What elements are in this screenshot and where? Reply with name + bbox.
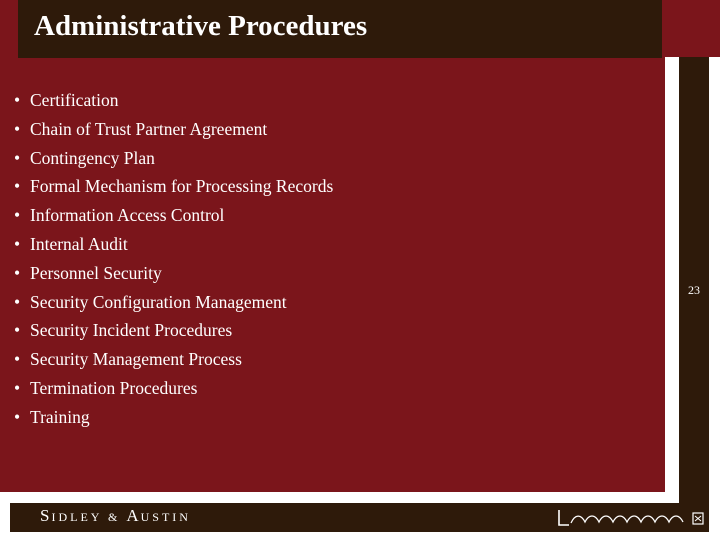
- page-number: 23: [688, 283, 700, 297]
- bullet-icon: •: [14, 233, 21, 254]
- bullet-list: [14, 86, 333, 432]
- footer-brand: [40, 506, 191, 526]
- list-item-label: Personnel Security: [30, 262, 162, 283]
- bullet-icon: •: [14, 291, 21, 312]
- list-item: [14, 374, 333, 403]
- bullet-icon: •: [14, 90, 21, 110]
- list-item-label: Training: [30, 406, 90, 427]
- title-bar: [18, 0, 662, 58]
- list-item-label: Internal Audit: [30, 233, 128, 254]
- bullet-icon: •: [14, 349, 21, 370]
- bullet-icon: •: [14, 118, 21, 139]
- list-item: [14, 230, 333, 259]
- list-item: [14, 172, 333, 201]
- brand-text-idley: IDLEY &: [51, 510, 127, 524]
- list-item: [14, 403, 333, 432]
- top-right-strip: [665, 0, 720, 57]
- footer-bar: [10, 503, 709, 532]
- list-item: [14, 288, 333, 317]
- list-item-label: Certification: [30, 90, 119, 110]
- brand-letter-s: S: [40, 506, 52, 525]
- list-item: [14, 144, 333, 173]
- list-item: [14, 86, 333, 115]
- right-column: [679, 57, 709, 503]
- list-item-label: Termination Procedures: [30, 377, 198, 398]
- list-item-label: Formal Mechanism for Processing Records: [30, 176, 334, 197]
- list-item: [14, 115, 333, 144]
- bullet-icon: •: [14, 176, 21, 197]
- bullet-icon: •: [14, 147, 21, 168]
- bullet-icon: •: [14, 377, 21, 398]
- brand-letter-a: A: [126, 506, 141, 525]
- list-item-label: Security Configuration Management: [30, 291, 287, 312]
- bullet-icon: •: [14, 205, 21, 226]
- bullet-icon: •: [14, 320, 21, 341]
- institution-logo-icon: [555, 508, 705, 528]
- brand-text-ustin: USTIN: [140, 510, 191, 524]
- bullet-icon: •: [14, 262, 21, 283]
- bullet-icon: •: [14, 406, 21, 427]
- list-item-label: Contingency Plan: [30, 147, 155, 168]
- list-item: [14, 201, 333, 230]
- list-item-label: Security Incident Procedures: [30, 320, 233, 341]
- list-item-label: Security Management Process: [30, 349, 242, 370]
- list-item-label: Information Access Control: [30, 205, 225, 226]
- list-item: [14, 259, 333, 288]
- right-gap: [665, 57, 679, 503]
- list-item-label: Chain of Trust Partner Agreement: [30, 118, 268, 139]
- list-item: [14, 316, 333, 345]
- slide-title: Administrative Procedures: [34, 10, 368, 42]
- list-item: [14, 345, 333, 374]
